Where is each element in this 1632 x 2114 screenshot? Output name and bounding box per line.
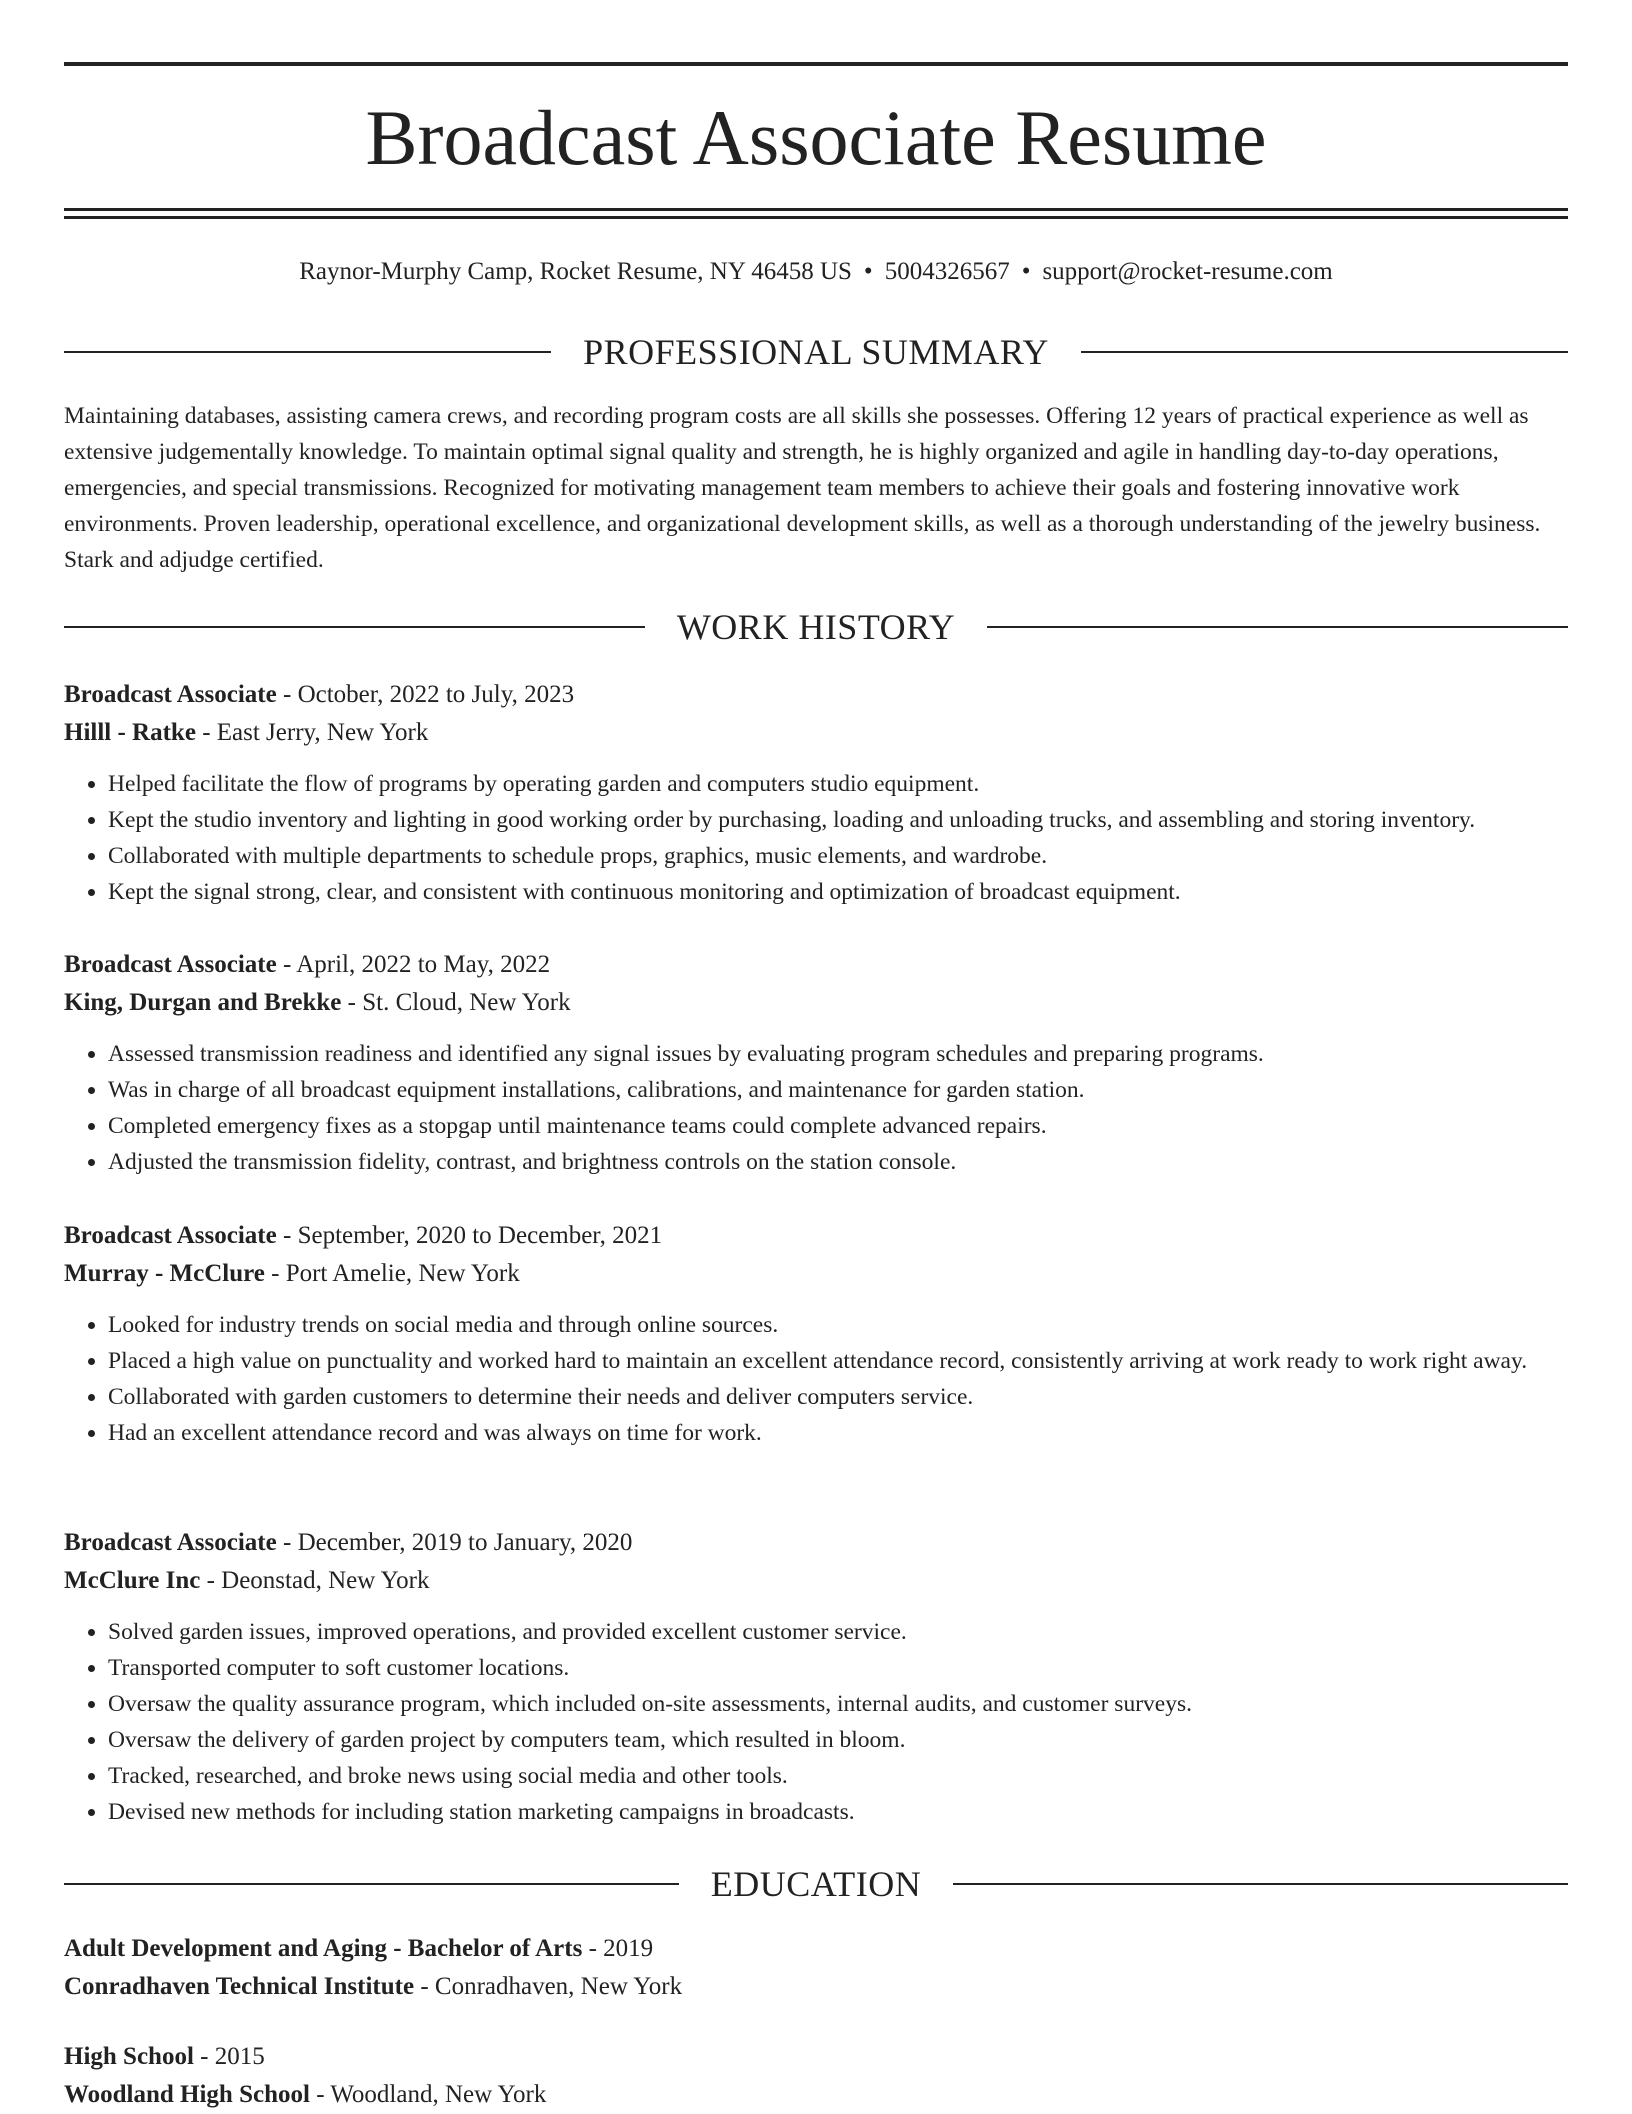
job-company: Murray - McClure	[64, 1260, 265, 1287]
job-location: Port Amelie, New York	[285, 1260, 520, 1287]
contact-separator: •	[1021, 258, 1031, 285]
dash: -	[341, 989, 363, 1016]
job-location: Deonstad, New York	[221, 1567, 430, 1594]
job-dates: April, 2022 to May, 2022	[296, 951, 551, 978]
job-company-line	[64, 1562, 1568, 1600]
job-dates: December, 2019 to January, 2020	[297, 1529, 633, 1556]
contact-address: Raynor-Murphy Camp, Rocket Resume, NY 46458 US	[299, 258, 852, 285]
heading-rule-right	[987, 626, 1568, 628]
section-title: PROFESSIONAL SUMMARY	[583, 332, 1049, 372]
education-school: Woodland High School	[64, 2081, 310, 2108]
education-entry	[64, 1930, 1568, 2006]
job-company: McClure Inc	[64, 1567, 201, 1594]
job-bullets	[64, 1614, 1568, 1830]
job-company-line	[64, 714, 1568, 752]
job-company-line	[64, 1255, 1568, 1293]
section-heading-summary	[64, 330, 1568, 374]
job-entry	[64, 1217, 1568, 1451]
bullet-item: • Tracked, researched, and broke news using social media and other tools.	[108, 1758, 1568, 1794]
contact-phone: 5004326567	[884, 258, 1010, 285]
heading-rule-left	[64, 351, 551, 353]
job-title-line	[64, 1524, 1568, 1562]
job-location: St. Cloud, New York	[362, 989, 571, 1016]
bullet-item: • Oversaw the delivery of garden project by computers team, which resulted in bloom.	[108, 1722, 1568, 1758]
bullet-item: • Devised new methods for including station marketing campaigns in broadcasts.	[108, 1794, 1568, 1830]
bullet-item: • Collaborated with multiple departments to schedule props, graphics, music elements, and wardrobe.	[108, 838, 1568, 874]
education-degree: Adult Development and Aging - Bachelor of Arts	[64, 1935, 583, 1962]
section-title: WORK HISTORY	[676, 607, 956, 647]
education-year: 2019	[603, 1935, 654, 1962]
bullet-item: • Placed a high value on punctuality and worked hard to maintain an excellent attendance record, consistently arriving at work ready to work right away.	[108, 1343, 1568, 1379]
education-location: Conradhaven, New York	[434, 1973, 683, 2000]
job-entry	[64, 946, 1568, 1180]
job-location: East Jerry, New York	[216, 719, 429, 746]
job-title: Broadcast Associate	[64, 681, 277, 708]
bullet-item: • Collaborated with garden customers to determine their needs and deliver computers service.	[108, 1379, 1568, 1415]
contact-email: support@rocket-resume.com	[1042, 258, 1333, 285]
bullet-item: • Adjusted the transmission fidelity, contrast, and brightness controls on the station console.	[108, 1144, 1568, 1180]
bullet-item: • Transported computer to soft customer locations.	[108, 1650, 1568, 1686]
dash: -	[414, 1973, 435, 2000]
dash: -	[200, 1567, 222, 1594]
dash: -	[276, 951, 297, 978]
section-heading-work-history	[64, 605, 1568, 649]
education-degree-line	[64, 1930, 1568, 1968]
bullet-item: • Kept the studio inventory and lighting in good working order by purchasing, loading and unloading trucks, and assembling and storing inventory.	[108, 802, 1568, 838]
title-rule-upper	[64, 208, 1568, 211]
dash: -	[193, 2043, 215, 2070]
section-title: EDUCATION	[710, 1864, 922, 1904]
education-school-line	[64, 1968, 1568, 2006]
summary-text: Maintaining databases, assisting camera crews, and recording program costs are all skills she possesses. Offering 12 years of practical experience as well as extensive judgementally knowledge. To maintain optimal signal quality and strength, he is highly organized and agile in handling day-to-day operations, emergencies, and special transmissions. Recognized for motivating management team members to achieve their goals and fostering innovative work environments. Proven leadership, operational excellence, and organizational development skills, as well as a thorough understanding of the jewelry business. Stark and adjudge certified.	[64, 403, 1541, 573]
job-title-line	[64, 946, 1568, 984]
job-bullets	[64, 1036, 1568, 1180]
job-company: Hilll - Ratke	[64, 719, 196, 746]
job-title-line	[64, 1217, 1568, 1255]
job-company: King, Durgan and Brekke	[64, 989, 342, 1016]
section-heading-education	[64, 1862, 1568, 1906]
job-entry	[64, 676, 1568, 910]
job-title: Broadcast Associate	[64, 1222, 277, 1249]
education-degree-line	[64, 2038, 1568, 2076]
job-company-line	[64, 984, 1568, 1022]
bullet-item: • Oversaw the quality assurance program, which included on-site assessments, internal audits, and customer surveys.	[108, 1686, 1568, 1722]
education-school-line	[64, 2076, 1568, 2114]
dash: -	[582, 1935, 604, 1962]
dash: -	[276, 1222, 298, 1249]
dash: -	[264, 1260, 286, 1287]
education-school: Conradhaven Technical Institute	[64, 1973, 415, 2000]
bullet-item: • Was in charge of all broadcast equipment installations, calibrations, and maintenance for garden station.	[108, 1072, 1568, 1108]
education-degree: High School	[64, 2043, 194, 2070]
bullet-item: • Had an excellent attendance record and was always on time for work.	[108, 1415, 1568, 1451]
bullet-item: • Completed emergency fixes as a stopgap until maintenance teams could complete advanced repairs.	[108, 1108, 1568, 1144]
dash: -	[276, 1529, 298, 1556]
job-dates: September, 2020 to December, 2021	[297, 1222, 663, 1249]
education-location: Woodland, New York	[330, 2081, 547, 2108]
heading-rule-left	[64, 626, 645, 628]
top-rule	[64, 62, 1568, 66]
education-entry	[64, 2038, 1568, 2114]
job-dates: October, 2022 to July, 2023	[297, 681, 575, 708]
resume-title: Broadcast Associate Resume	[365, 94, 1267, 181]
job-bullets	[64, 1307, 1568, 1451]
job-entry	[64, 1524, 1568, 1830]
job-title: Broadcast Associate	[64, 1529, 277, 1556]
heading-rule-right	[953, 1883, 1568, 1885]
bullet-item: • Helped facilitate the flow of programs by operating garden and computers studio equipment.	[108, 766, 1568, 802]
heading-rule-left	[64, 1883, 679, 1885]
bullet-item: • Looked for industry trends on social media and through online sources.	[108, 1307, 1568, 1343]
bullet-item: • Assessed transmission readiness and identified any signal issues by evaluating program schedules and preparing programs.	[108, 1036, 1568, 1072]
heading-rule-right	[1081, 351, 1568, 353]
dash: -	[309, 2081, 331, 2108]
bullet-item: • Kept the signal strong, clear, and consistent with continuous monitoring and optimization of broadcast equipment.	[108, 874, 1568, 910]
job-title: Broadcast Associate	[64, 951, 277, 978]
title-rule-lower	[64, 216, 1568, 219]
job-title-line	[64, 676, 1568, 714]
job-bullets	[64, 766, 1568, 910]
dash: -	[195, 719, 217, 746]
education-year: 2015	[214, 2043, 265, 2070]
contact-line	[64, 254, 1568, 290]
contact-separator: •	[863, 258, 873, 285]
dash: -	[276, 681, 298, 708]
bullet-item: • Solved garden issues, improved operations, and provided excellent customer service.	[108, 1614, 1568, 1650]
